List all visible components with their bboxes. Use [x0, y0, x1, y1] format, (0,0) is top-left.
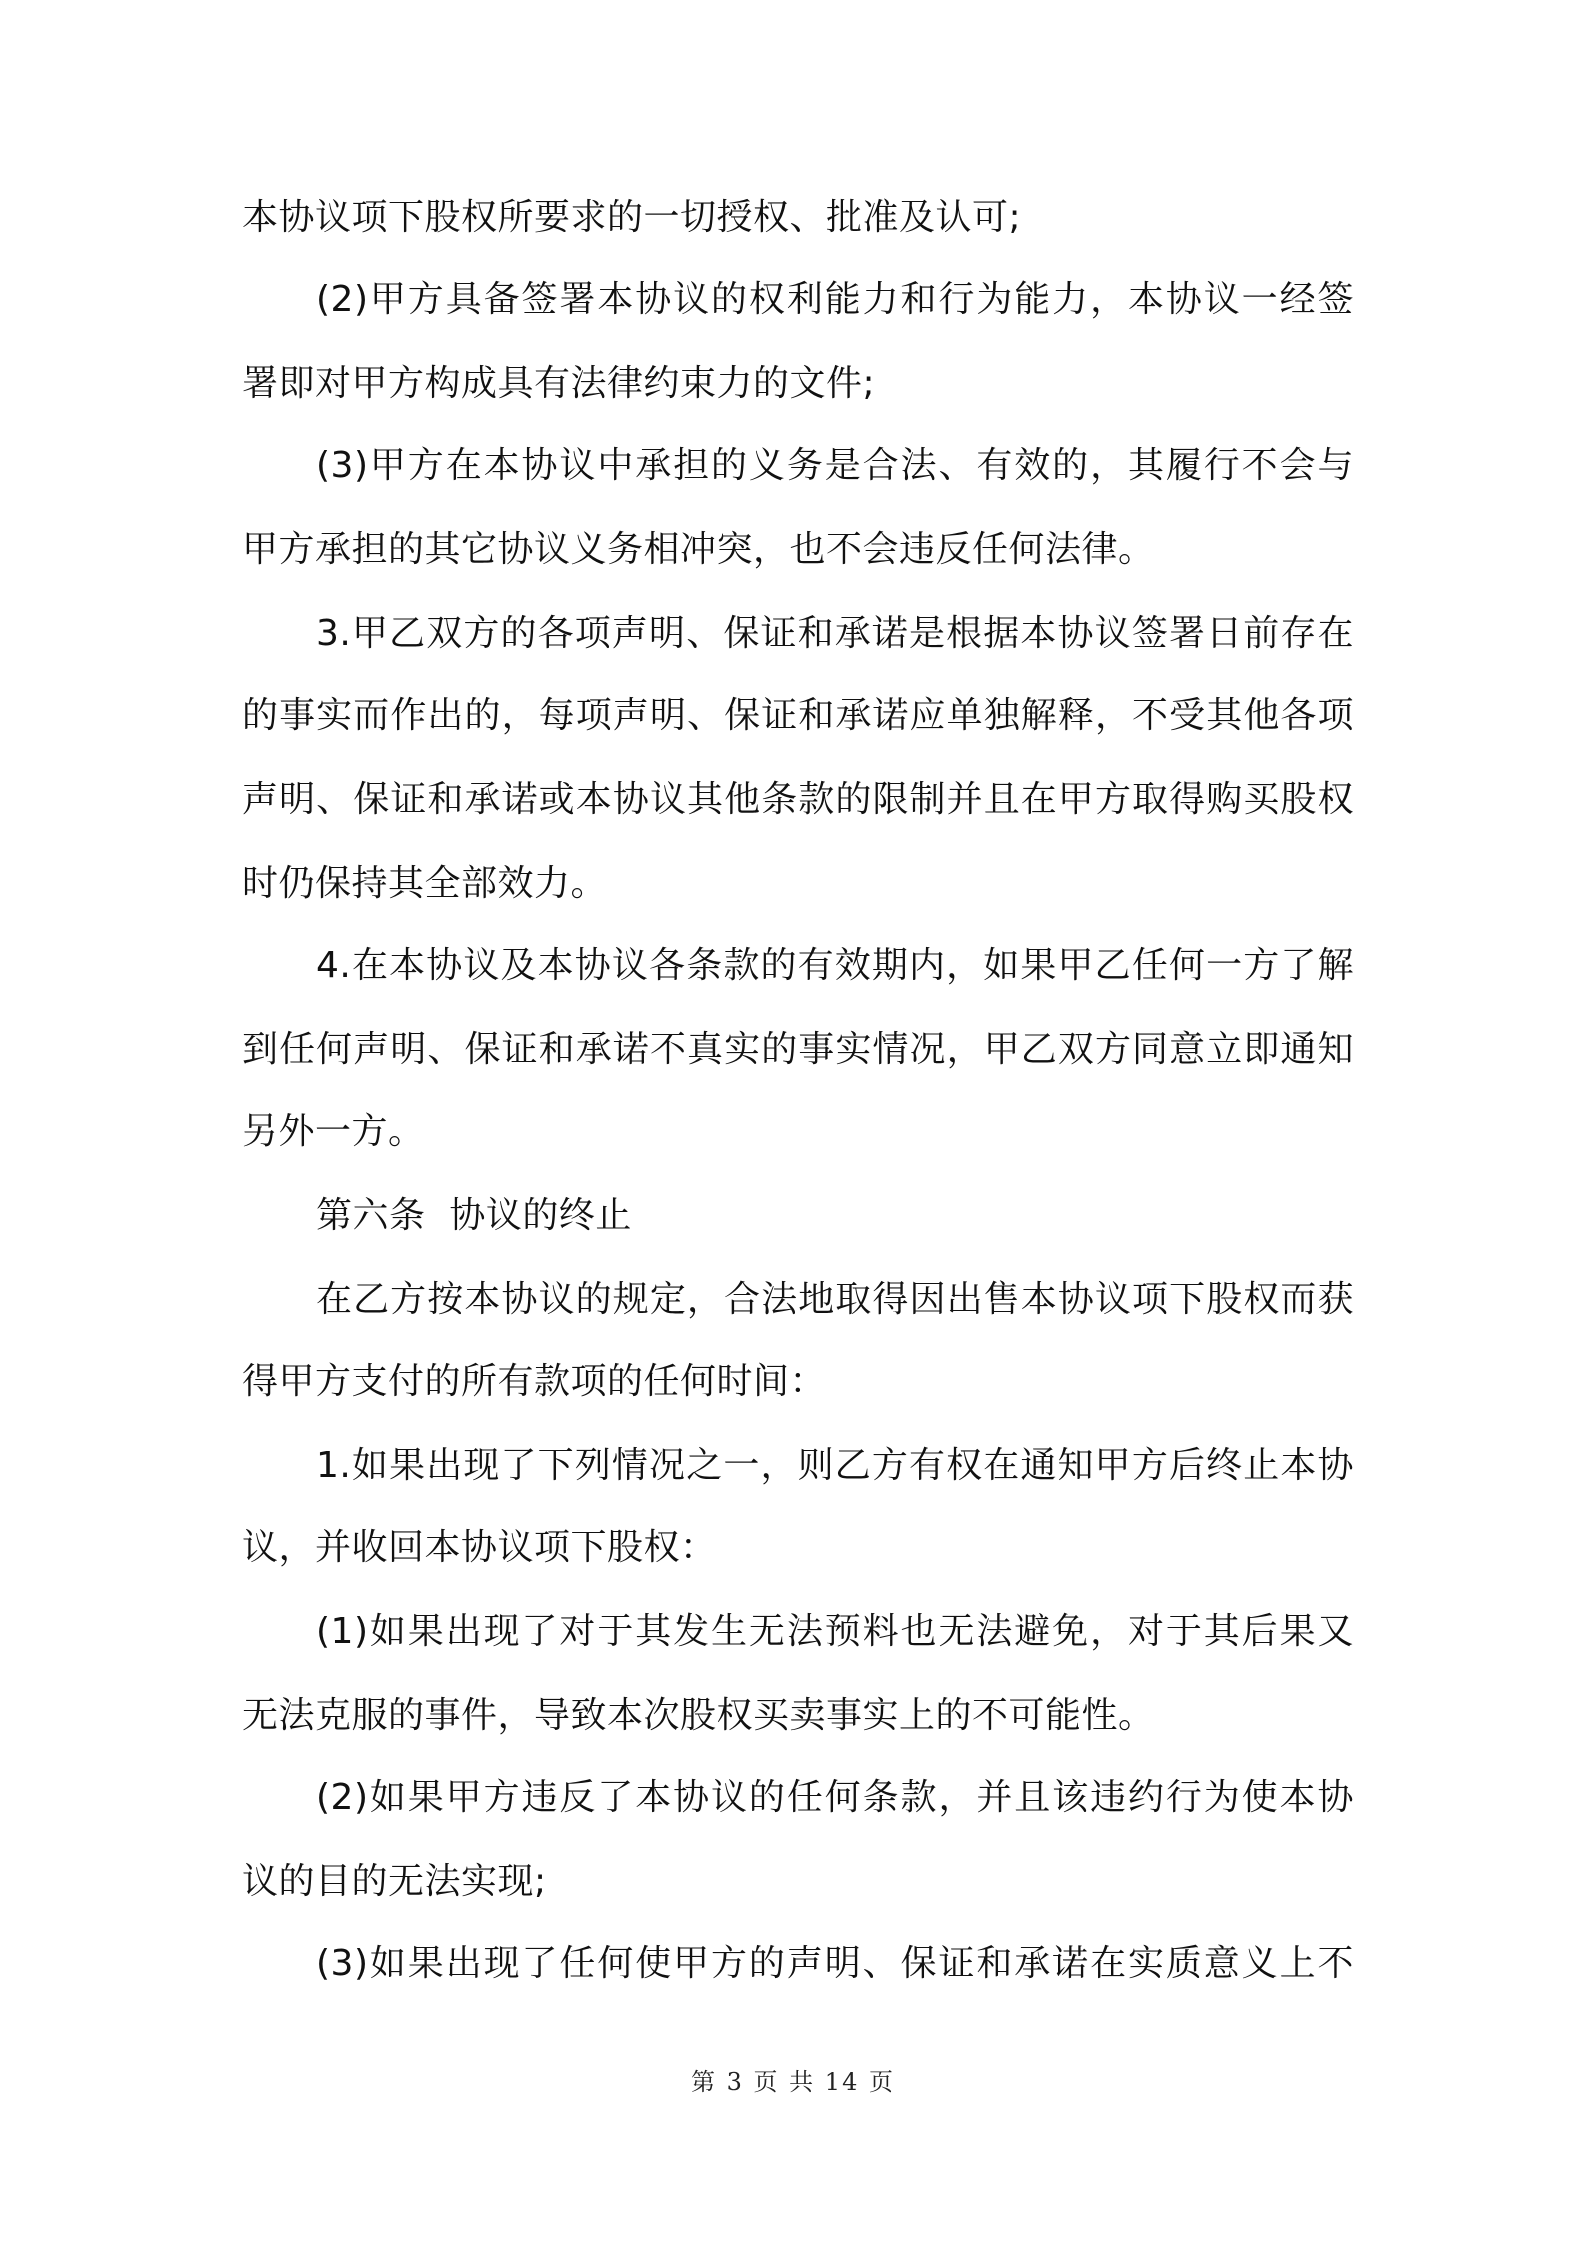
text-line: 1.如果出现了下列情况之一，则乙方有权在通知甲方后终止本协	[316, 1445, 1354, 1486]
text-line: 在乙方按本协议的规定，合法地取得因出售本协议项下股权而获	[316, 1279, 1354, 1320]
text-line: 的事实而作出的，每项声明、保证和承诺应单独解释，不受其他各项	[242, 695, 1354, 736]
text-line: 得甲方支付的所有款项的任何时间：	[242, 1361, 827, 1402]
text-line: 另外一方。	[242, 1111, 425, 1152]
page-number-footer: 第 3 页 共 14 页	[691, 2068, 895, 2096]
text-line: 到任何声明、保证和承诺不真实的事实情况，甲乙双方同意立即通知	[242, 1029, 1354, 1070]
text-line: 本协议项下股权所要求的一切授权、批准及认可;	[242, 197, 1022, 238]
text-line: 甲方承担的其它协议义务相冲突，也不会违反任何法律。	[242, 529, 1155, 570]
text-line: 议，并收回本协议项下股权：	[242, 1527, 717, 1568]
text-line: (2)甲方具备签署本协议的权利能力和行为能力，本协议一经签	[316, 279, 1354, 320]
section-heading: 第六条 协议的终止	[316, 1195, 632, 1236]
text-line: 议的目的无法实现;	[242, 1861, 547, 1902]
text-line: (3)甲方在本协议中承担的义务是合法、有效的，其履行不会与	[316, 445, 1354, 486]
text-line: (3)如果出现了任何使甲方的声明、保证和承诺在实质意义上不	[316, 1943, 1354, 1984]
text-line: (2)如果甲方违反了本协议的任何条款，并且该违约行为使本协	[316, 1777, 1354, 1818]
text-line: 4.在本协议及本协议各条款的有效期内，如果甲乙任何一方了解	[316, 945, 1354, 986]
text-line: 3.甲乙双方的各项声明、保证和承诺是根据本协议签署日前存在	[316, 613, 1354, 654]
text-line: 署即对甲方构成具有法律约束力的文件;	[242, 363, 876, 404]
text-line: 声明、保证和承诺或本协议其他条款的限制并且在甲方取得购买股权	[242, 779, 1354, 820]
text-line: 无法克服的事件，导致本次股权买卖事实上的不可能性。	[242, 1695, 1155, 1736]
text-line: (1)如果出现了对于其发生无法预料也无法避免，对于其后果又	[316, 1611, 1354, 1652]
text-line: 时仍保持其全部效力。	[242, 863, 608, 904]
